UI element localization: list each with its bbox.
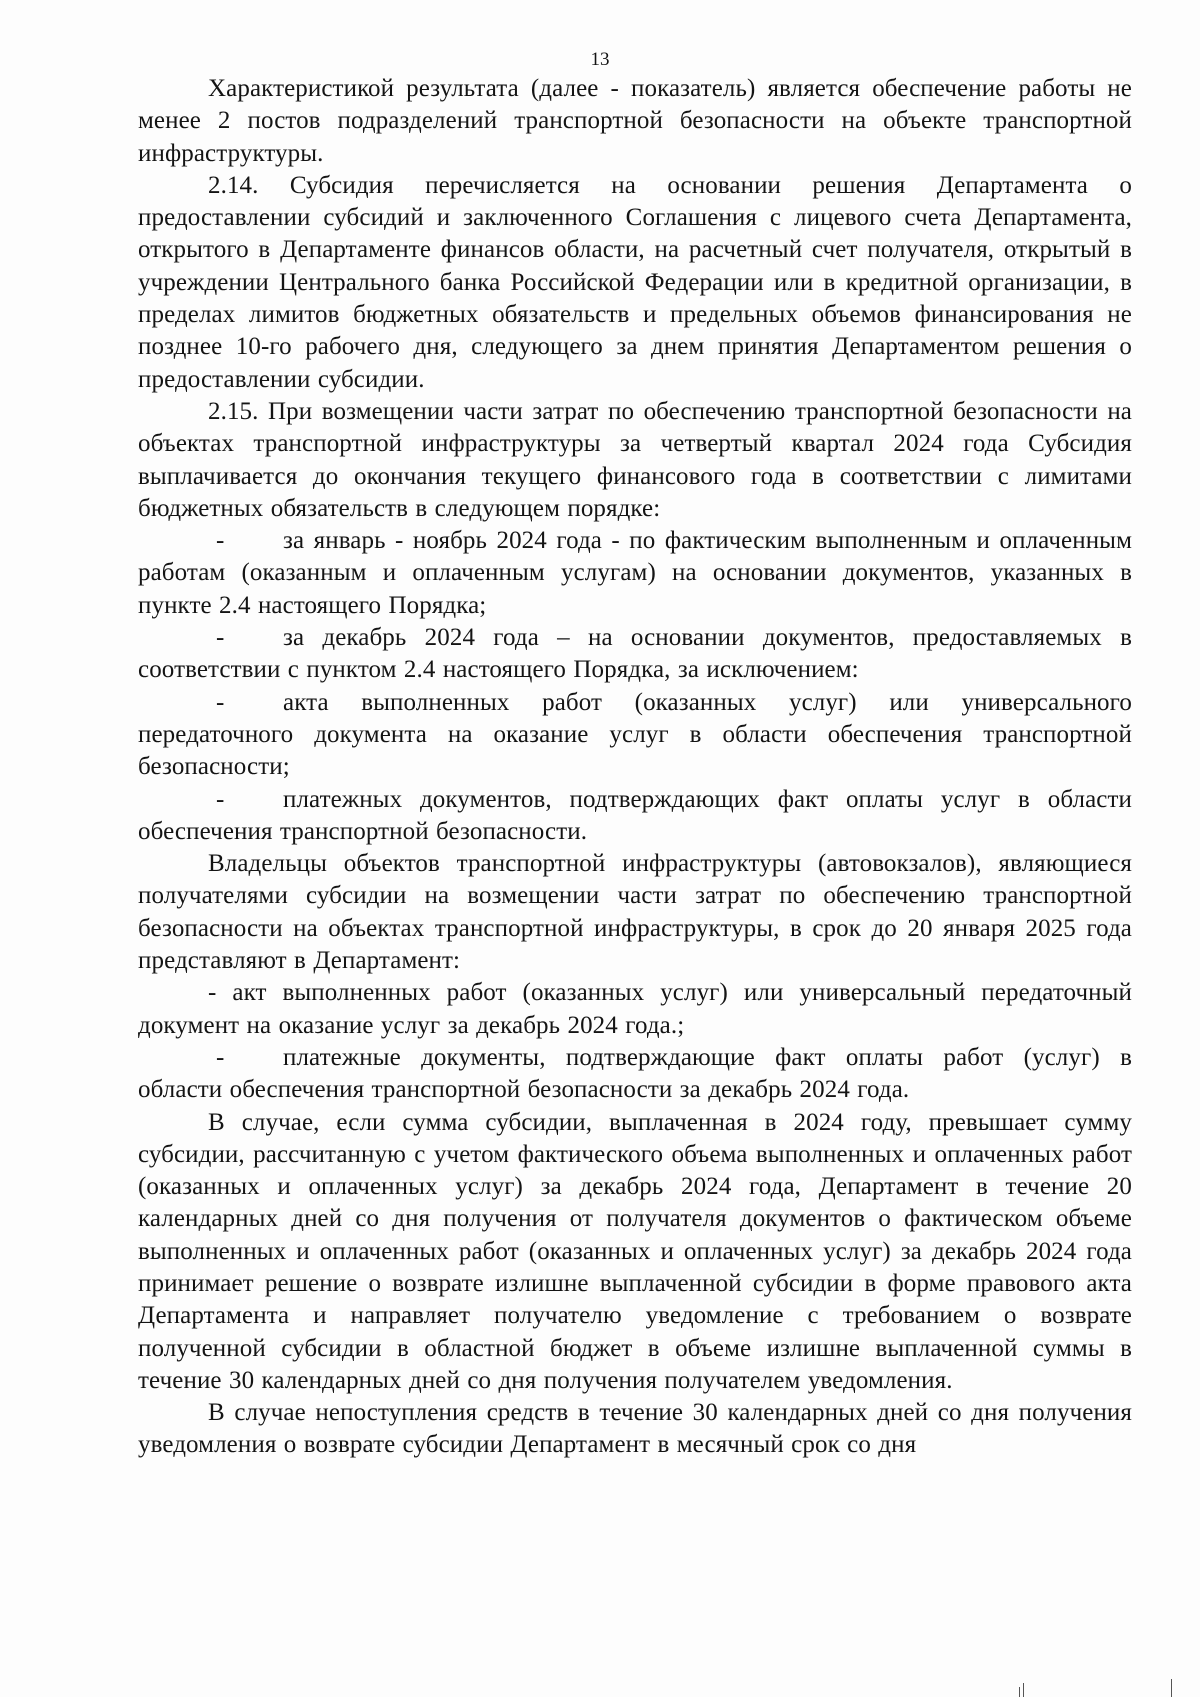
scan-mark xyxy=(1171,1679,1172,1697)
scan-mark xyxy=(1023,1683,1024,1697)
paragraph-2-14: 2.14. Субсидия перечисляется на основании решения Департамента о предоставлении субсидий и заключенного Соглашения с лицевого счета Департамента, открытого в Департаменте финансов области, на расчетный счет получателя, открытый в учреждении Центрального банка Российской Федерации или в кредитной организации, в пределах лимитов бюджетных обязательств и предельных объемов финансирования не позднее 10-го рабочего дня, следующего за днем принятия Департаментом решения о предоставлении субсидии. xyxy=(138,171,1132,393)
list-item-payment-exception: - платежных документов, подтверждающих факт оплаты услуг в области обеспечения транспортной безопасности. xyxy=(138,785,1132,845)
list-item-jan-nov: - за январь - ноябрь 2024 года - по фактическим выполненным и оплаченным работам (оказанным и оплаченным услугам) на основании документов, указанных в пункте 2.4 настоящего Порядка; xyxy=(138,527,1132,619)
paragraph-non-receipt: В случае непоступления средств в течение 30 календарных дней со дня получения уведомления о возврате субсидии Департамент в месячный срок со дня xyxy=(138,1399,1132,1459)
paragraph-result-characteristic: Характеристикой результата (далее - показатель) является обеспечение работы не менее 2 постов подразделений транспортной безопасности на объекте транспортной инфраструктуры. xyxy=(138,75,1132,167)
page-number: 13 xyxy=(590,49,610,70)
scan-mark xyxy=(1019,1687,1020,1697)
list-item-act-december: - акт выполненных работ (оказанных услуг) или универсальный передаточный документ на оказание услуг за декабрь 2024 года.; xyxy=(138,979,1132,1039)
dash-marker: - xyxy=(216,527,225,555)
list-item-act-exception: - акта выполненных работ (оказанных услуг) или универсального передаточного документа на оказание услуг в области обеспечения транспортной безопасности; xyxy=(138,688,1132,781)
paragraph-owners: Владельцы объектов транспортной инфраструктуры (автовокзалов), являющиеся получателями субсидии на возмещении части затрат по обеспечению транспортной безопасности на объектах транспортной инфраструктуры, в срок до 20 января 2025 года представляют в Департамент: xyxy=(138,850,1132,975)
dash-marker: - xyxy=(216,624,225,652)
scan-edge-marks xyxy=(1000,1677,1200,1697)
dash-marker: - xyxy=(216,688,225,716)
paragraph-2-15: 2.15. При возмещении части затрат по обеспечению транспортной безопасности на объектах транспортной инфраструктуры за четвертый квартал 2024 года Субсидия выплачивается до окончания текущего финансового года в соответствии с лимитами бюджетных обязательств в следующем порядке: xyxy=(138,397,1132,522)
list-item-december: - за декабрь 2024 года – на основании документов, предоставляемых в соответствии с пунктом 2.4 настоящего Порядка, за исключением: xyxy=(138,624,1132,684)
dash-marker: - xyxy=(216,785,225,813)
list-item-payment-december: - платежные документы, подтверждающие факт оплаты работ (услуг) в области обеспечения транспортной безопасности за декабрь 2024 года. xyxy=(138,1043,1132,1104)
dash-marker: - xyxy=(216,1043,225,1071)
document-body xyxy=(138,73,1132,1462)
paragraph-overpayment: В случае, если сумма субсидии, выплаченная в 2024 году, превышает сумму субсидии, рассчитанную с учетом фактического объема выполненных и оплаченных работ (оказанных и оплаченных услуг) за декабрь 2024 года, Департамент в течение 20 календарных дней со дня получения от получателя документов о фактическом объеме выполненных и оплаченных работ (оказанных и оплаченных услуг) за декабрь 2024 года принимает решение о возврате излишне выплаченной субсидии в форме правового акта Департамента и направляет получателю уведомление с требованием о возврате полученной субсидии в областной бюджет в объеме излишне выплаченной суммы в течение 30 календарных дней со дня получения получателем уведомления. xyxy=(138,1108,1132,1394)
